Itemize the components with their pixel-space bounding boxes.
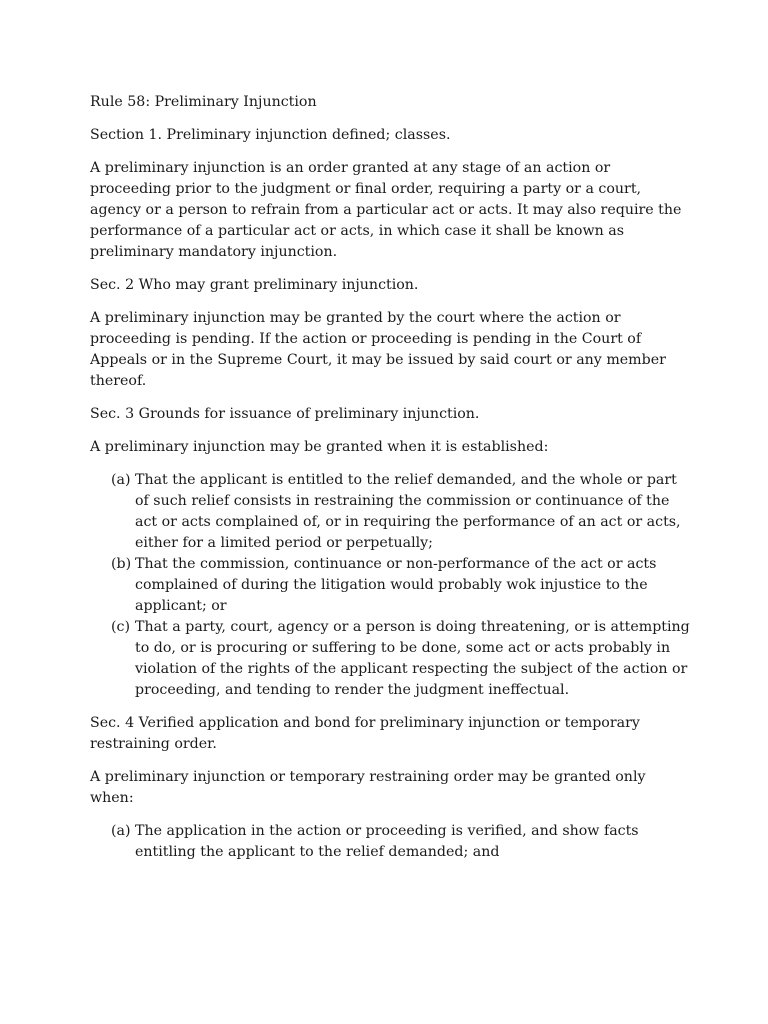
section-1-body: A preliminary injunction is an order granted at any stage of an action or proceeding prior to the judgment or final order, requiring a party or a court, agency or a person to refrain from a particular act or acts. It may also require the performance of a particular act or acts, in which case it shall be known as preliminary mandatory injunction. [90,160,682,260]
section-3-grounds-list [90,470,690,701]
section-2-heading: Sec. 2 Who may grant preliminary injunction. [90,277,419,293]
section-3-body: A preliminary injunction may be granted when it is established: [90,439,549,455]
list-marker: (b) [111,556,132,572]
list-item [90,821,690,863]
list-marker: (a) [111,472,131,488]
list-item [90,554,690,617]
section-3-heading: Sec. 3 Grounds for issuance of preliminary injunction. [90,406,480,422]
section-4-conditions-list [90,821,690,863]
section-4-heading: Sec. 4 Verified application and bond for preliminary injunction or temporary restraining order. [90,715,640,752]
list-marker: (c) [111,619,131,635]
list-item-text: The application in the action or proceeding is verified, and show facts entitling the applicant to the relief demanded; and [135,823,639,860]
section-1-heading: Section 1. Preliminary injunction defined; classes. [90,127,451,143]
list-item [90,470,690,554]
list-marker: (a) [111,823,131,839]
document-title: Rule 58: Preliminary Injunction [90,94,317,110]
list-item-text: That the applicant is entitled to the relief demanded, and the whole or part of such relief consists in restraining the commission or continuance of the act or acts complained of, or in requiring the performance of an act or acts, either for a limited period or perpetually; [135,472,681,551]
list-item-text: That a party, court, agency or a person is doing threatening, or is attempting to do, or is procuring or suffering to be done, some act or acts probably in violation of the rights of the applicant respecting the subject of the action or proceeding, and tending to render the judgment ineffectual. [135,619,690,698]
section-4-body: A preliminary injunction or temporary restraining order may be granted only when: [90,769,646,806]
document-page [90,92,690,875]
list-item-text: That the commission, continuance or non-performance of the act or acts complained of during the litigation would probably wok injustice to the applicant; or [135,556,657,614]
section-2-body: A preliminary injunction may be granted by the court where the action or proceeding is pending. If the action or proceeding is pending in the Court of Appeals or in the Supreme Court, it may be issued by said court or any member thereof. [90,310,666,389]
list-item [90,617,690,701]
